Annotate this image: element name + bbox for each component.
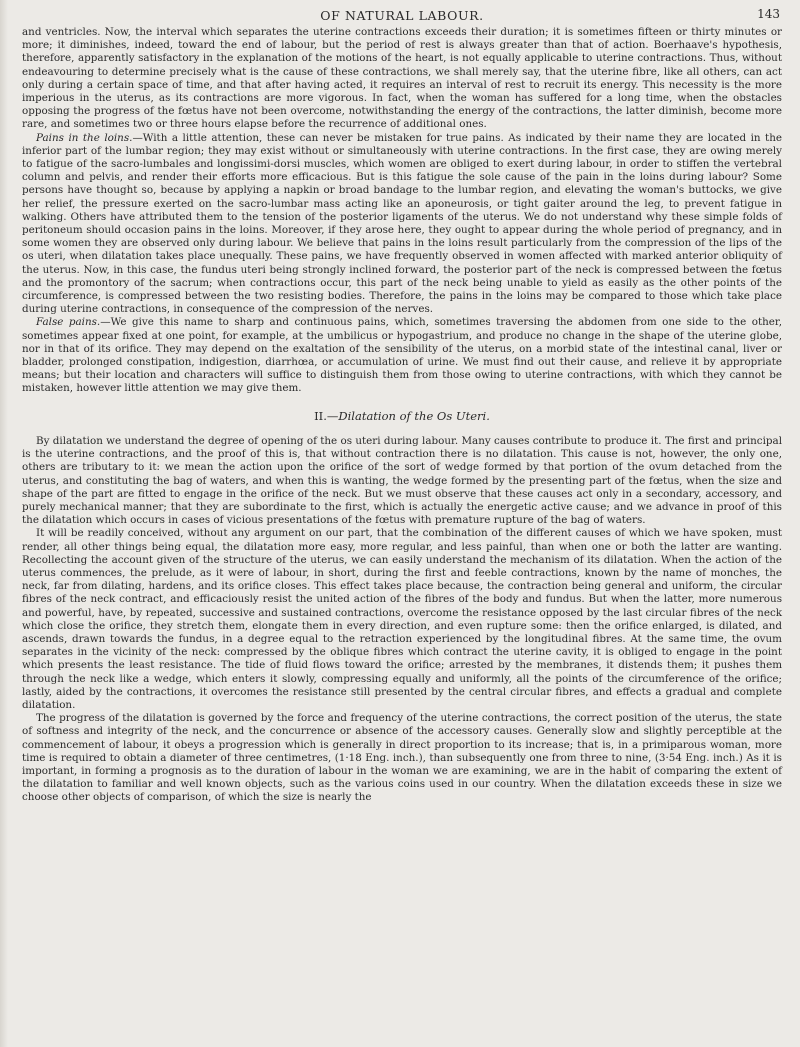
page-body: [22, 26, 782, 805]
paragraph-text: —We give this name to sharp and continuous pains, which, sometimes traversing the abdomen from one side to the other, sometimes appear fixed at one point, for example, at the umbilicus or hypogastrium, and produce no change in the shape of the uterine globe, nor in that of its orifice. They may depend on the exaltation of the sensibility of the uterus, on a morbid state of the intestinal canal, liver or bladder, prolonged constipation, indigestion, diarrhœa, or accumulation of urine. We must find out their cause, and relieve it by appropriate means; but their location and characters will suffice to distinguish them from those owing to uterine contractions, with which they cannot be mistaken, however little attention we may give them.: [22, 316, 782, 395]
paragraph-text: The progress of the dilatation is governed by the force and frequency of the uterine contractions, the correct position of the uterus, the state of softness and integrity of the neck, and the concurrence or absence of the accessory causes. Generally slow and slightly perceptible at the commencement of labour, it obeys a progression which is generally in direct proportion to its increase; that is, in a primiparous woman, more time is required to obtain a diameter of three centimetres, (1·18 Eng. inch.), than subsequently one from three to nine, (3·54 Eng. inch.) As it is important, in forming a prognosis as to the duration of labour in the woman we are examining, we are in the habit of comparing the extent of the dilatation to familiar and well known objects, such as the various coins used in our country. When the dilatation exceeds these in size we choose other objects of comparison, of which the size is nearly the: [22, 712, 782, 804]
paragraph-text: By dilatation we understand the degree of opening of the os uteri during labour. Many causes contribute to produce it. The first and principal is the uterine contractions, and the proof of this is, that without contraction there is no dilatation. This cause is not, however, the only one, others are tributary to it: we mean the action upon the orifice of the sort of wedge formed by that portion of the ovum detached from the uterus, and constituting the bag of waters, and when this is wanting, the wedge formed by the presenting part of the fœtus, when the size and shape of the part are fitted to engage in the orifice of the neck. But we must observe that these causes act only in a secondary, accessory, and purely mechanical manner; that they are subordinate to the first, which is actually the energetic active cause; and we advance in proof of this the dilatation which occurs in cases of vicious presentations of the fœtus with premature rupture of the bag of waters.: [22, 434, 782, 527]
paragraph-continuation: [22, 26, 782, 132]
page-header: [22, 6, 782, 24]
section-number: II.—: [314, 408, 339, 423]
paragraph-pains-in-loins: [22, 132, 782, 317]
paragraph-dilatation-definition: [22, 435, 782, 527]
running-title: OF NATURAL LABOUR.: [320, 8, 484, 23]
section-title: Dilatation of the Os Uteri.: [338, 408, 490, 423]
paragraph-text: It will be readily conceived, without any argument on our part, that the combination of the different causes of which we have spoken, must render, all other things being equal, the dilatation more easy, more regular, and less painful, than when one or both the latter are wanting. Recollecting the account given of the structure of the uterus, we can easily understand the mechanism of its dilatation. When the action of the uterus commences, the prelude, as it were of labour, in short, during the first and feeble contractions, known by the name of monches, the neck, far from dilating, hardens, and its orifice closes. This effect takes place because, the contraction being general and uniform, the circular fibres of the neck contract, and efficaciously resist the united action of the fibres of the body and fundus. But when the latter, more numerous and powerful, have, by repeated, successive and sustained contractions, overcome the resistance opposed by the last circular fibres of the neck which close the orifice, they stretch them, elongate them in every direction, and even rupture some: then the orifice enlarged, is dilated, and ascends, drawn towards the fundus, in a degree equal to the retraction experienced by the longitudinal fibres. At the same time, the ovum separates in the vicinity of the neck: compressed by the oblique fibres which contract the uterine cavity, it is obliged to engage in the point which presents the least resistance. The tide of fluid flows toward the orifice; arrested by the membranes, it distends them; it pushes them through the neck like a wedge, which enters it slowly, compressing equally and uniformly, all the points of the circumference of the orifice; lastly, aided by the contractions, it overcomes the resistance still presented by the central circular fibres, and effects a gradual and complete dilatation.: [22, 527, 782, 711]
paragraph-text: —With a little attention, these can never be mistaken for true pains. As indicated by their name they are located in the inferior part of the lumbar region; they may exist without or simultaneously with uterine contractions. In the first case, they are owing merely to fatigue of the sacro-lumbales and longissimi-dorsi muscles, which women are obliged to exert during labour, in order to stiffen the vertebral column and pelvis, and render their efforts more efficacious. But is this fatigue the sole cause of the pain in the loins during labour? Some persons have thought so, because by applying a napkin or broad bandage to the lumbar region, and elevating the woman's buttocks, we give her relief, the pressure exerted on the sacro-lumbar mass acting like an aponeurosis, or tight gaiter around the leg, to prevent fatigue in walking. Others have attributed them to the tension of the posterior ligaments of the uterus. We do not understand why these simple folds of peritoneum should occasion pains in the loins. Moreover, if they arose here, they ought to appear during the whole period of pregnancy, and in some women they are observed only during labour. We believe that pains in the loins result particularly from the compression of the lips of the os uteri, when dilatation takes place unequally. These pains, we have frequently observed in women affected with marked anterior obliquity of the uterus. Now, in this case, the fundus uteri being strongly inclined forward, the posterior part of the neck is compressed between the fœtus and the promontory of the sacrum; when contractions occur, this part of the neck being unable to yield as easily as the other points of the circumference, is compressed between the two resisting bodies. Therefore, the pains in the loins may be compared to those which take place during uterine contractions, in consequence of the compression of the nerves.: [22, 131, 782, 316]
page-gutter-shadow: [0, 0, 8, 1047]
paragraph-dilatation-mechanism: [22, 527, 782, 712]
paragraph-lead: False pains.: [36, 316, 101, 329]
page-number: 143: [757, 7, 780, 21]
paragraph-dilatation-progress: [22, 712, 782, 804]
section-heading: [22, 410, 782, 423]
paragraph-lead: Pains in the loins.: [36, 131, 133, 144]
paragraph-text: and ventricles. Now, the interval which separates the uterine contractions exceeds their duration; it is sometimes fifteen or thirty minutes or more; it diminishes, indeed, toward the end of labour, but the period of rest is always greater than that of action. Boerhaave's hypothesis, therefore, apparently satisfactory in the explanation of the motions of the heart, is not equally applicable to uterine contractions. Thus, without endeavouring to determine precisely what is the cause of these contractions, we shall merely say, that the uterine fibre, like all others, can act only during a certain space of time, and that after having acted, it requires an interval of rest to recruit its energy. This necessity is the more imperious in the uterus, as its contractions are more vigorous. In fact, when the woman has suffered for a long time, when the obstacles opposing the progress of the fœtus have not been overcome, notwithstanding the energy of the contractions, the latter diminish, become more rare, and sometimes two or three hours elapse before the recurrence of additional ones.: [22, 26, 782, 131]
paragraph-false-pains: [22, 316, 782, 395]
